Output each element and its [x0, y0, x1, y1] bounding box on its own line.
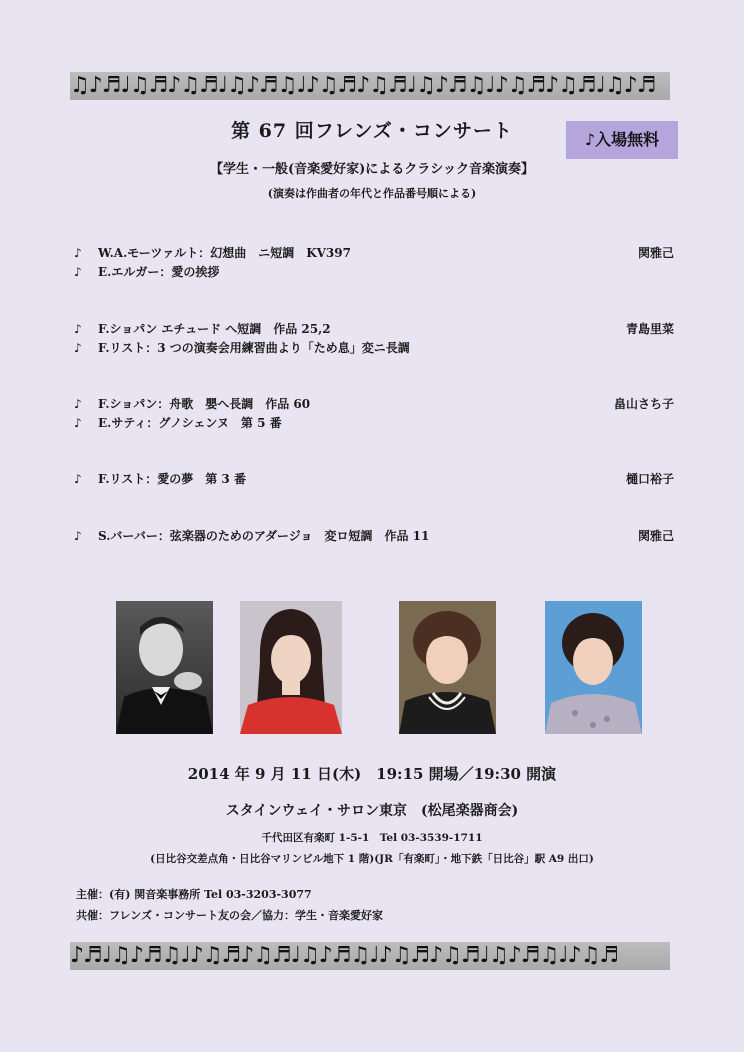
music-note-icon: ♪ — [74, 529, 82, 543]
program-order-note: (演奏は作曲者の年代と作品番号順による) — [267, 187, 477, 200]
program-performer: 関雅己 — [637, 529, 674, 543]
program-piece: F.リスト：3 つの演奏会用練習曲より「ため息」変ニ長調 — [98, 341, 410, 355]
program-performer: 樋口裕子 — [625, 472, 674, 486]
program-piece: F.ショパン：舟歌 嬰へ長調 作品 60 — [98, 397, 311, 411]
program-item — [74, 262, 674, 282]
concert-title: 第 67 回フレンズ・コンサート — [231, 120, 513, 142]
program-item — [74, 413, 674, 433]
program-item — [74, 243, 674, 263]
music-note-icon: ♪ — [74, 397, 82, 411]
program-item — [74, 469, 674, 489]
cohost-organizer: 共催：フレンズ・コンサート友の会／協力：学生・音楽愛好家 — [76, 909, 383, 922]
venue-address: 千代田区有楽町 1-5-1 Tel 03-3539-1711 — [261, 832, 483, 844]
concert-subtitle: 【学生・一般(音楽愛好家)によるクラシック音楽演奏】 — [209, 162, 535, 177]
free-admission-badge: ♪入場無料 — [566, 121, 678, 159]
program-item — [74, 526, 674, 546]
program-piece: S.バーバー：弦楽器のためのアダージョ 変ロ短調 作品 11 — [98, 529, 430, 543]
performer-photo — [399, 601, 496, 734]
music-note-icon: ♪ — [74, 246, 82, 260]
concert-venue: スタインウェイ・サロン東京 (松尾楽器商会) — [225, 803, 519, 819]
program-performer: 畠山さち子 — [613, 397, 674, 411]
host-organizer: 主催：(有) 関音楽事務所 Tel 03-3203-3077 — [76, 888, 312, 901]
program-piece: F.ショパン エチュード へ短調 作品 25,2 — [98, 322, 331, 336]
program-performer: 青島里菜 — [625, 322, 674, 336]
program-item — [74, 394, 674, 414]
music-note-icon: ♪ — [74, 322, 82, 336]
program-item — [74, 319, 674, 339]
music-note-icon: ♪ — [74, 472, 82, 486]
music-note-icon: ♪ — [74, 265, 82, 279]
performer-photo — [545, 601, 642, 734]
performer-photo — [240, 601, 342, 734]
program-piece: W.A.モーツァルト：幻想曲 ニ短調 KV397 — [98, 246, 351, 260]
venue-access: (日比谷交差点角・日比谷マリンビル地下 1 階)(JR「有楽町」・地下鉄「日比谷」駅 A9 出口) — [150, 853, 594, 865]
program-piece: E.サティ：グノシェンヌ 第 5 番 — [98, 416, 282, 430]
program-performer: 関雅己 — [637, 246, 674, 260]
top-music-notes-band: ♫♪♬♩♫♬♪♫♬♩♫♪♬♫♩♪♫♬♪♫♬♩♫♪♬♫♩♪♫♬♪♫♬♩♫♪♬ — [70, 72, 670, 100]
music-note-icon: ♪ — [74, 416, 82, 430]
concert-date-time: 2014 年 9 月 11 日(木) 19:15 開場／19:30 開演 — [187, 765, 557, 783]
program-item — [74, 338, 674, 358]
performer-photo — [116, 601, 213, 734]
program-piece: F.リスト：愛の夢 第 3 番 — [98, 472, 246, 486]
music-note-icon: ♪ — [74, 341, 82, 355]
bottom-music-notes-band: ♪♬♩♫♪♬♫♩♪♫♬♪♫♬♩♫♪♬♫♩♪♫♬♪♫♬♩♫♪♬♫♩♪♫♬ — [70, 942, 670, 970]
program-piece: E.エルガー：愛の挨拶 — [98, 265, 220, 279]
